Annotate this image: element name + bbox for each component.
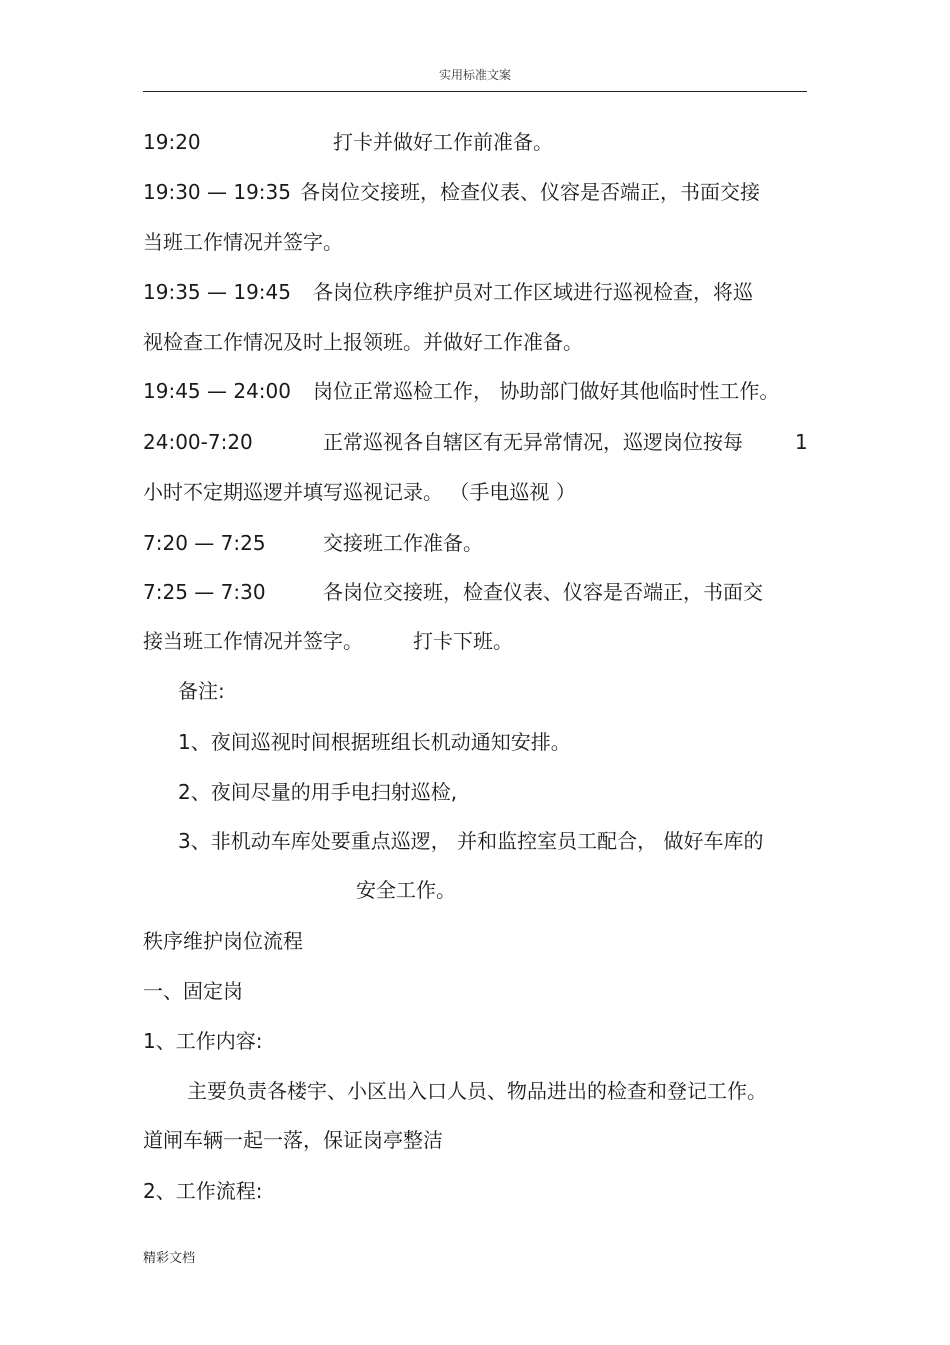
section-title: 秩序维护岗位流程 (143, 929, 303, 953)
schedule-row-2-cont: 当班工作情况并签字。 (143, 230, 343, 254)
schedule-cont-extra: 打卡下班。 (413, 629, 513, 653)
schedule-desc: 正常巡视各自辖区有无异常情况，巡逻岗位按每 (323, 430, 743, 454)
schedule-time: 7:25 — 7:30 (143, 580, 266, 604)
schedule-time: 19:45 — 24:00 (143, 379, 291, 403)
schedule-time: 24:00-7:20 (143, 430, 253, 454)
schedule-row-3-cont: 视检查工作情况及时上报领班。并做好工作准备。 (143, 330, 583, 354)
schedule-time: 19:20 (143, 130, 201, 154)
schedule-desc: 打卡并做好工作前准备。 (333, 130, 553, 154)
schedule-desc: 各岗位交接班，检查仪表、仪容是否端正，书面交接 (300, 180, 760, 204)
schedule-desc: 各岗位秩序维护员对工作区域进行巡视检查，将巡 (313, 280, 753, 304)
section-content-line-2: 道闸车辆一起一落，保证岗亭整洁 (143, 1128, 443, 1152)
page-header-title: 实用标准文案 (438, 68, 511, 82)
schedule-desc: 各岗位交接班，检查仪表、仪容是否端正，书面交 (323, 580, 763, 604)
notes-title: 备注: (178, 679, 225, 703)
schedule-desc-extra: 1 (795, 430, 808, 454)
schedule-time: 7:20 — 7:25 (143, 531, 266, 555)
schedule-row-5-cont: 小时不定期巡逻并填写巡视记录。 （手电巡视 ） (143, 480, 576, 504)
schedule-desc: 岗位正常巡检工作， 协助部门做好其他临时性工作。 (313, 379, 780, 403)
schedule-time: 19:35 — 19:45 (143, 280, 291, 304)
note-item-2: 2、夜间尽量的用手电扫射巡检, (178, 780, 458, 804)
header-divider (143, 91, 807, 92)
schedule-time: 19:30 — 19:35 (143, 180, 291, 204)
section-subheading: 一、固定岗 (143, 979, 243, 1003)
section-item-2: 2、工作流程: (143, 1179, 263, 1203)
page-footer: 精彩文档 (143, 1251, 196, 1266)
schedule-cont: 接当班工作情况并签字。 (143, 629, 363, 653)
note-item-1: 1、夜间巡视时间根据班组长机动通知安排。 (178, 730, 571, 754)
schedule-desc: 交接班工作准备。 (323, 531, 483, 555)
note-item-3: 3、非机动车库处要重点巡逻， 并和监控室员工配合， 做好车库的 (178, 829, 764, 853)
note-item-3-cont: 安全工作。 (356, 878, 456, 902)
section-item-1: 1、工作内容: (143, 1029, 263, 1053)
section-content-line-1: 主要负责各楼宇、小区出入口人员、物品进出的检查和登记工作。 (187, 1079, 767, 1103)
